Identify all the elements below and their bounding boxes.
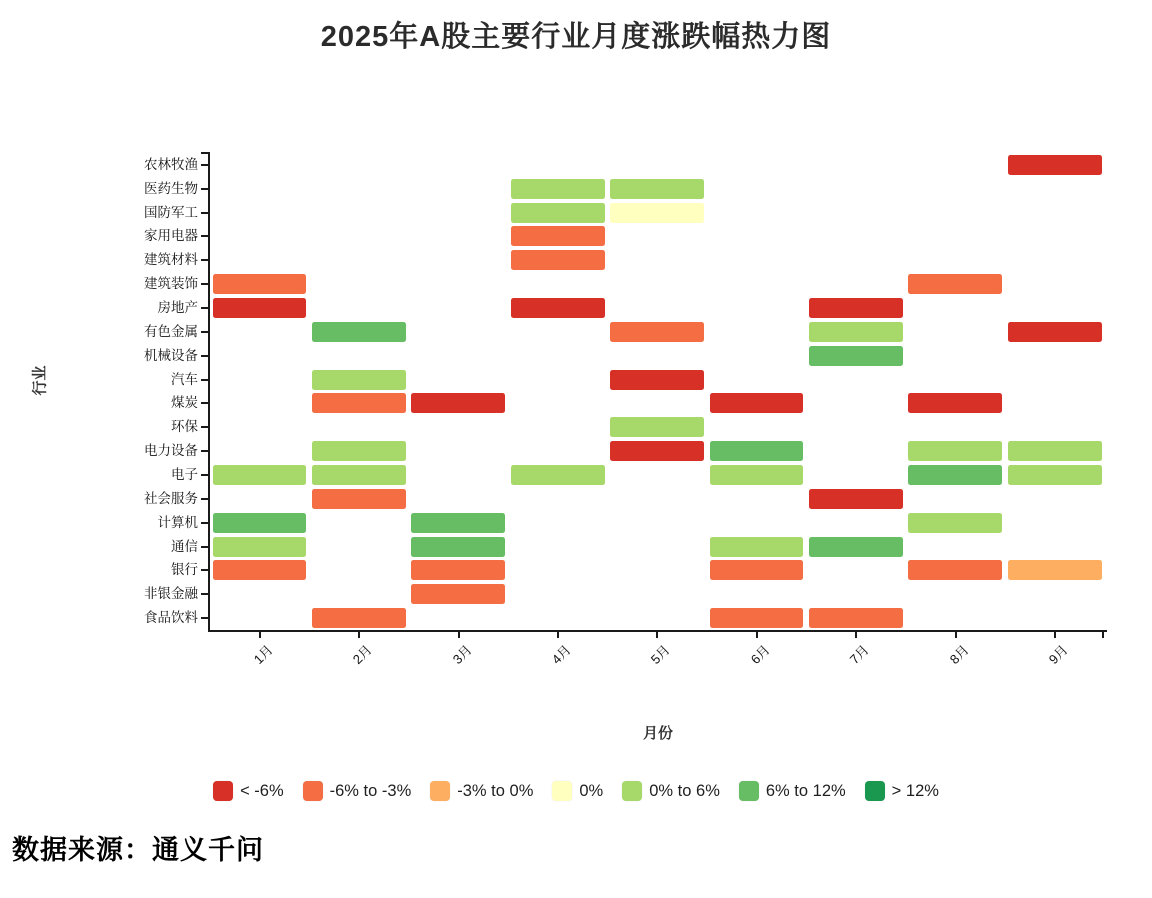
heatmap-cell xyxy=(908,513,1002,533)
y-tick xyxy=(201,212,208,214)
y-tick xyxy=(201,617,208,619)
y-tick xyxy=(201,474,208,476)
legend-item xyxy=(430,781,533,801)
legend-item xyxy=(213,781,284,801)
y-tick xyxy=(201,283,208,285)
x-tick xyxy=(358,632,360,638)
color-legend xyxy=(0,781,1152,801)
y-tick xyxy=(201,331,208,333)
heatmap-cell xyxy=(710,465,804,485)
heatmap-cell xyxy=(710,608,804,628)
y-tick xyxy=(201,402,208,404)
y-axis-line xyxy=(208,152,210,631)
x-tick xyxy=(557,632,559,638)
legend-label: 0% xyxy=(579,781,604,800)
heatmap-cell xyxy=(1008,155,1102,175)
x-tick xyxy=(756,632,758,638)
x-axis-title: 月份 xyxy=(642,725,673,742)
y-tick xyxy=(201,379,208,381)
y-tick-label: 有色金属 xyxy=(144,323,198,339)
y-axis-end-tick xyxy=(201,152,208,154)
legend-swatch xyxy=(213,781,233,801)
heatmap-cell xyxy=(213,537,307,557)
heatmap-cell xyxy=(610,179,704,199)
y-tick xyxy=(201,450,208,452)
y-tick-label: 环保 xyxy=(171,419,198,435)
y-tick xyxy=(201,546,208,548)
heatmap-cell xyxy=(1008,465,1102,485)
heatmap-cell xyxy=(1008,322,1102,342)
heatmap-cell xyxy=(312,393,406,413)
heatmap-cell xyxy=(610,322,704,342)
heatmap-cell xyxy=(908,274,1002,294)
y-tick-label: 农林牧渔 xyxy=(144,156,198,172)
heatmap-cell xyxy=(908,441,1002,461)
y-tick xyxy=(201,593,208,595)
heatmap-cell xyxy=(213,560,307,580)
data-source-note: 数据来源：通义千问 xyxy=(12,835,264,865)
heatmap-cell xyxy=(312,322,406,342)
heatmap-cell xyxy=(809,489,903,509)
legend-label: 6% to 12% xyxy=(765,781,846,800)
y-tick xyxy=(201,164,208,166)
y-tick-label: 食品饮料 xyxy=(144,610,198,626)
heatmap-cell xyxy=(710,560,804,580)
legend-item xyxy=(622,781,720,801)
heatmap-cell xyxy=(1008,441,1102,461)
y-tick xyxy=(201,355,208,357)
y-tick xyxy=(201,259,208,261)
heatmap-cell xyxy=(312,489,406,509)
heatmap-cell xyxy=(908,465,1002,485)
x-tick-label: 3月 xyxy=(449,642,475,668)
heatmap-cell xyxy=(411,560,505,580)
x-axis-end-tick xyxy=(1102,632,1104,638)
heatmap-cell xyxy=(511,465,605,485)
heatmap-cell xyxy=(610,203,704,223)
heatmap-cell xyxy=(312,370,406,390)
y-tick-label: 非银金融 xyxy=(144,586,198,602)
heatmap-cell xyxy=(411,513,505,533)
legend-swatch xyxy=(622,781,642,801)
legend-swatch xyxy=(430,781,450,801)
legend-item xyxy=(552,781,603,801)
heatmap-cell xyxy=(213,274,307,294)
x-tick-label: 9月 xyxy=(1045,642,1071,668)
x-tick xyxy=(458,632,460,638)
y-tick-label: 银行 xyxy=(171,562,198,578)
y-tick-label: 房地产 xyxy=(157,300,198,316)
legend-label: 0% to 6% xyxy=(649,781,720,800)
heatmap-cell xyxy=(610,370,704,390)
y-tick xyxy=(201,188,208,190)
legend-item xyxy=(865,781,939,801)
heatmap-cell xyxy=(411,393,505,413)
legend-swatch xyxy=(303,781,323,801)
y-tick xyxy=(201,498,208,500)
x-tick-label: 7月 xyxy=(846,642,872,668)
x-tick xyxy=(1054,632,1056,638)
x-tick-label: 5月 xyxy=(648,642,674,668)
heatmap-cell xyxy=(213,465,307,485)
heatmap-cell xyxy=(511,298,605,318)
y-tick-label: 家用电器 xyxy=(144,228,198,244)
y-tick-label: 汽车 xyxy=(171,371,198,387)
y-tick xyxy=(201,426,208,428)
heatmap-cell xyxy=(511,203,605,223)
heatmap-cell xyxy=(312,608,406,628)
heatmap-cell xyxy=(213,298,307,318)
y-tick-label: 煤炭 xyxy=(171,395,198,411)
heatmap-cell xyxy=(908,560,1002,580)
y-tick-label: 医药生物 xyxy=(144,180,198,196)
legend-label: < -6% xyxy=(240,781,284,800)
y-tick xyxy=(201,522,208,524)
legend-label: > 12% xyxy=(891,781,939,800)
legend-swatch xyxy=(865,781,885,801)
heatmap-cell xyxy=(710,393,804,413)
y-tick xyxy=(201,235,208,237)
y-tick-label: 建筑材料 xyxy=(144,252,198,268)
heatmap-cell xyxy=(511,226,605,246)
y-axis-title: 行业 xyxy=(31,365,49,396)
heatmap-cell xyxy=(411,537,505,557)
y-tick-label: 机械设备 xyxy=(144,347,198,363)
legend-item xyxy=(303,781,412,801)
y-tick xyxy=(201,307,208,309)
legend-label: -3% to 0% xyxy=(457,781,534,800)
heatmap-cell xyxy=(809,537,903,557)
x-tick xyxy=(656,632,658,638)
heatmap-cell xyxy=(809,346,903,366)
heatmap-cell xyxy=(710,441,804,461)
y-tick-label: 电力设备 xyxy=(144,443,198,459)
y-tick-label: 国防军工 xyxy=(144,204,198,220)
y-tick-label: 计算机 xyxy=(157,514,198,530)
heatmap-cell xyxy=(511,250,605,270)
y-tick-label: 建筑装饰 xyxy=(144,276,198,292)
heatmap-cell xyxy=(610,441,704,461)
x-tick-label: 4月 xyxy=(548,642,574,668)
legend-swatch xyxy=(552,781,572,801)
x-tick-label: 8月 xyxy=(946,642,972,668)
heatmap-cell xyxy=(312,441,406,461)
x-tick xyxy=(955,632,957,638)
y-tick-label: 电子 xyxy=(171,466,198,482)
y-tick-label: 社会服务 xyxy=(144,490,198,506)
heatmap-cell xyxy=(809,298,903,318)
heatmap-cell xyxy=(809,608,903,628)
x-tick-label: 6月 xyxy=(747,642,773,668)
heatmap-cell xyxy=(809,322,903,342)
heatmap-cell xyxy=(511,179,605,199)
heatmap-cell xyxy=(610,417,704,437)
heatmap-cell xyxy=(411,584,505,604)
y-tick-label: 通信 xyxy=(171,538,198,554)
x-tick xyxy=(855,632,857,638)
heatmap-cell xyxy=(1008,560,1102,580)
heatmap-cell xyxy=(710,537,804,557)
y-tick xyxy=(201,569,208,571)
x-tick xyxy=(259,632,261,638)
legend-item xyxy=(739,781,846,801)
x-tick-label: 1月 xyxy=(250,642,276,668)
chart-title: 2025年A股主要行业月度涨跌幅热力图 xyxy=(320,21,832,53)
legend-label: -6% to -3% xyxy=(329,781,412,800)
x-tick-label: 2月 xyxy=(349,642,375,668)
heatmap-cell xyxy=(213,513,307,533)
heatmap-cell xyxy=(908,393,1002,413)
legend-swatch xyxy=(739,781,759,801)
heatmap-cell xyxy=(312,465,406,485)
